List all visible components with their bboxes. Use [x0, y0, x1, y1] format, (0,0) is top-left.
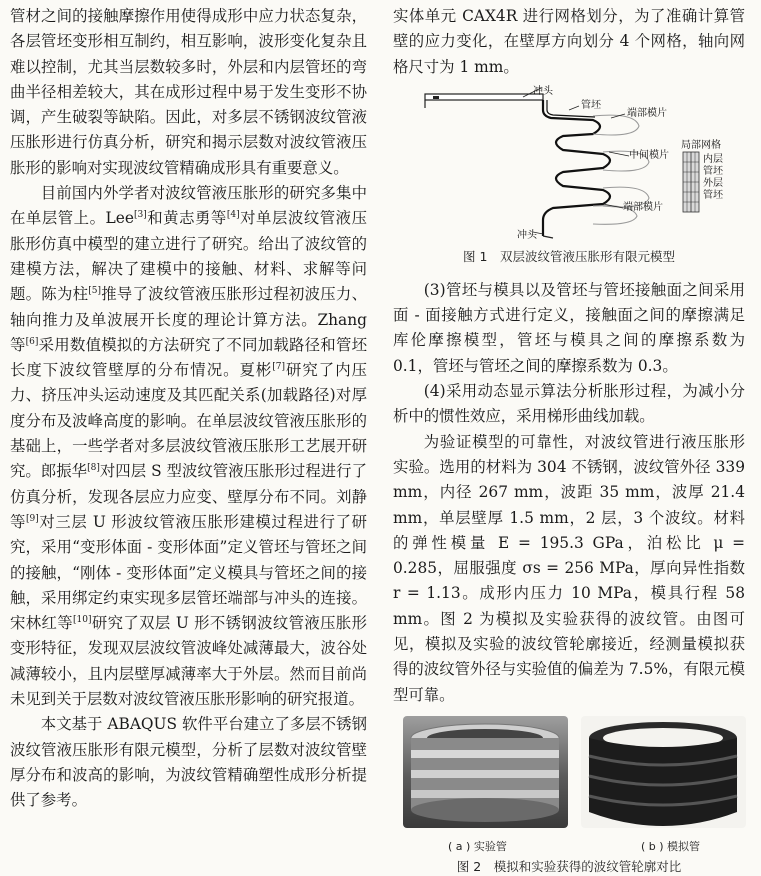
fe-model-drawing — [393, 86, 745, 246]
label-outer-layer: 外层 — [703, 177, 723, 189]
bottom-punch-shape — [543, 236, 553, 238]
citation-ref: [5] — [88, 286, 101, 297]
tube-outer-profile — [543, 100, 610, 236]
label-end-die-bottom: 端部模片 — [623, 201, 663, 213]
label-tube: 管坯 — [581, 99, 601, 111]
label-inner-tube: 管坯 — [703, 165, 723, 177]
paragraph-algorithm: (4)采用动态显示算法分析胀形过程，为减小分析中的惯性效应，采用梯形曲线加载。 — [393, 382, 745, 426]
experimental-tube-photo — [403, 716, 568, 828]
figure-1-fe-model — [393, 86, 745, 246]
text-run: 对三层 U 形波纹管液压胀形建模过程进行了研究，采用“变形体面 - 变形体面”定义管坯与管坯之间的接触，“刚体 - 变形体面”定义模具与管坯之间的接触，采用绑定约束实现多层管坯端部与冲头的连接。宋林红等 — [10, 512, 367, 633]
paragraph-literature-review — [10, 181, 367, 712]
text-run: 推导了波纹管液压胀形过程初波压力、轴向推力及单波展开长度的理论计算方法。Zhang 等 — [10, 285, 367, 354]
figure-1-caption: 图 1 双层波纹管液压胀形有限元模型 — [463, 248, 675, 264]
text-run: 对四层 S 型波纹管液压胀形过程进行了仿真分析，发现各层应力应变、壁厚分布不同。刘静等 — [10, 462, 367, 531]
label-inner-layer: 内层 — [703, 153, 723, 165]
label-punch-bottom: 冲头 — [517, 229, 537, 241]
text-run: 和黄志勇等 — [146, 209, 227, 228]
label-end-die-top: 端部模片 — [627, 107, 667, 119]
simulated-tube-render — [581, 716, 746, 828]
citation-ref: [10] — [73, 615, 92, 625]
right-column — [393, 4, 745, 874]
paragraph-experiment: 为验证模型的可靠性，对波纹管进行液压胀形实验。选用的材料为 304 不锈钢，波纹管外径 339 mm，内径 267 mm，波距 35 mm，波厚 21.4 mm，单层壁厚 1.5 mm，2 层，3 个波纹。材料的弹性模量 E = 195.3 GPa，泊松比 μ = 0.285，屈服强度 σs = 256 MPa，厚向异性指数 r = 1.13。成形内压力 10 MPa，模具行程 58 mm。图 2 为模拟及实验获得的波纹管。由图可见，模拟及实验的波纹管轮廓接近，经测量模拟获得的波纹管外径与实验值的偏差为 7.5%，有限元模型可靠。 — [393, 432, 745, 704]
label-middle-die: 中间模片 — [629, 149, 669, 161]
citation-ref: [4] — [226, 210, 240, 221]
paragraph-contact: (3)管坯与模具以及管坯与管坯接触面之间采用面 - 面接触方式进行定义，接触面之间的摩擦满足库伦摩擦模型，管坯与模具之间的摩擦系数为 0.1，管坯与管坯之间的摩擦系数为 0.3。 — [393, 280, 745, 375]
subcaption-b: ( b ) 模拟管 — [641, 839, 701, 853]
citation-ref: [6] — [25, 336, 39, 347]
reference-point-marker — [433, 96, 439, 99]
paragraph-this-work: 本文基于 ABAQUS 软件平台建立了多层不锈钢波纹管液压胀形有限元模型，分析了层数对波纹管壁厚分布和波高的影响，为波纹管精确塑性成形分析提供了参考。 — [10, 715, 367, 810]
label-punch-top: 冲头 — [533, 85, 553, 97]
left-column — [10, 4, 367, 814]
citation-ref: [9] — [26, 513, 39, 524]
text-run: 目前国内外学者对波纹管液压胀形的研究多集中在单层管上。Lee — [10, 184, 367, 228]
citation-ref: [7] — [272, 362, 286, 373]
figure-2-caption: 图 2 模拟和实验获得的波纹管轮廓对比 — [456, 858, 682, 874]
figure-2-comparison — [393, 716, 745, 874]
paragraph-mesh: 实体单元 CAX4R 进行网格划分，为了准确计算管壁的应力变化，在壁厚方向划分 4 个网格，轴向网格尺寸为 1 mm。 — [393, 7, 745, 76]
text-run: 研究了双层 U 形不锈钢波纹管液压胀形变形特征，发现双层波纹管波峰处减薄最大，波谷处减薄较小，且内层壁厚减薄率大于外层。然而目前尚未见到关于层数对波纹管液压胀形影响的研究报道。 — [10, 614, 367, 709]
citation-ref: [8] — [87, 463, 100, 474]
text-run: 对单层波纹管液压胀形仿真中模型的建立进行了研究。给出了波纹管的建模方法，解决了建模中的接触、材料、求解等问题。陈为柱 — [10, 209, 367, 304]
text-run: 研究了内压力、挤压冲头运动速度及其匹配关系(加载路径)对厚度分布及波峰高度的影响。在单层波纹管液压胀形的基础上，一些学者对多层波纹管液压胀形工艺展开研究。郎振华 — [10, 361, 367, 481]
subcaption-a: ( a ) 实验管 — [448, 839, 507, 853]
citation-ref: [3] — [133, 210, 147, 221]
local-mesh-grid — [683, 152, 699, 212]
label-outer-tube: 管坯 — [703, 189, 723, 201]
text-run: 采用数值模拟的方法研究了不同加载路径和管坯长度下波纹管壁厚的分布情况。夏彬 — [10, 335, 367, 380]
label-local-mesh: 局部网格 — [681, 139, 721, 151]
paragraph-intro-continued: 管材之间的接触摩擦作用使得成形中应力状态复杂，各层管坯变形相互制约，相互影响，波形变化复杂且难以控制，尤其当层数较多时，外层和内层管坯的弯曲半径相差较大，其在成形过程中易于发生变形不协调，产生破裂等缺陷。因此，对多层不锈钢波纹管液压胀形进行仿真分析，研究和揭示层数对波纹管液压胀形的影响对实现波纹管精确成形具有重要意义。 — [10, 7, 367, 177]
top-punch-shape — [425, 94, 543, 100]
